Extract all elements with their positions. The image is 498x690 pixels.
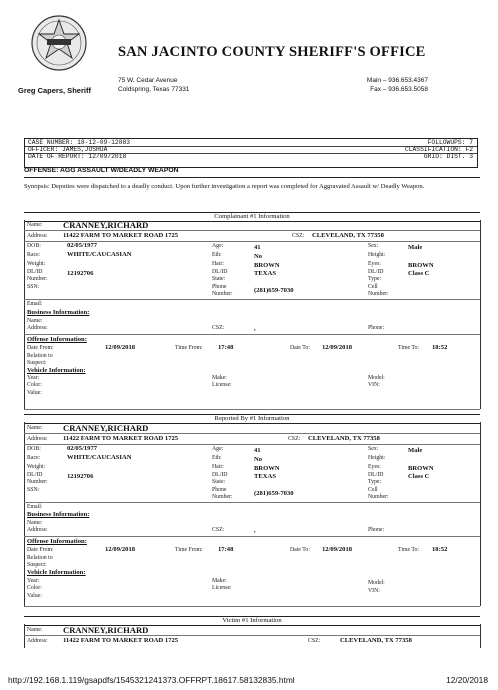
label-address: Address:: [27, 638, 48, 644]
label-license: License:: [212, 585, 232, 591]
complainant-border-left: [24, 220, 25, 409]
reported-dl-number: 12192706: [67, 473, 94, 480]
label-eyes: Eyes:: [368, 464, 381, 470]
reported-by-heading: Reported By #1 Information: [24, 414, 480, 424]
label-dl-id-state: DL/ID: [212, 472, 228, 478]
label-make: Make:: [212, 375, 227, 381]
label-sex: Sex:: [368, 446, 379, 452]
fax-phone: Fax – 936.653.5058: [370, 86, 428, 93]
complainant-hair: BROWN: [254, 262, 280, 269]
complainant-dl-number: 12192706: [67, 270, 94, 277]
label-csz: CSZ:: [308, 638, 321, 644]
label-relation-to: Relation to: [27, 353, 53, 359]
label-date-to: Date To:: [290, 345, 310, 351]
label-ssn: SSN:: [27, 487, 40, 493]
label-business-name: Name:: [27, 318, 43, 324]
label-time-to: Time To:: [398, 547, 420, 553]
vehicle-info-heading: Vehicle Information:: [27, 367, 86, 374]
label-phone-number: Number:: [212, 494, 233, 500]
label-hair: Hair:: [212, 261, 224, 267]
reported-address: 11422 FARM TO MARKET ROAD 1725: [63, 435, 179, 442]
row-line: [24, 502, 480, 503]
label-cell: Cell: [368, 487, 378, 493]
label-dl-id-state: DL/ID: [212, 269, 228, 275]
label-dl-id: DL/ID: [27, 269, 43, 275]
label-dl-id-type: DL/ID: [368, 472, 384, 478]
label-year: Year:: [27, 578, 40, 584]
victim-heading: Victim #1 Information: [24, 616, 480, 626]
business-info-heading: Business Information:: [27, 309, 90, 316]
divider: [24, 177, 480, 178]
label-business-csz: CSZ:: [212, 527, 225, 533]
reported-border-bottom: [24, 606, 480, 607]
label-csz: CSZ:: [292, 233, 305, 239]
reported-dl-state: TEXAS: [254, 473, 276, 480]
label-eyes: Eyes:: [368, 261, 381, 267]
label-height: Height:: [368, 455, 386, 461]
complainant-race: WHITE/CAUCASIAN: [67, 251, 132, 258]
main-phone: Main – 936.653.4367: [366, 77, 428, 84]
label-color: Color:: [27, 382, 42, 388]
label-cell: Cell: [368, 284, 378, 290]
reported-border-left: [24, 422, 25, 606]
label-suspect: Suspect:: [27, 562, 47, 568]
complainant-phone: (281)659-7030: [254, 287, 294, 294]
reported-race: WHITE/CAUCASIAN: [67, 454, 132, 461]
offense: OFFENSE: AGG ASSAULT W/DEADLY WEAPON: [24, 167, 179, 174]
reported-border-right: [480, 422, 481, 606]
victim-name: CRANNEY,RICHARD: [63, 625, 149, 635]
reported-dob: 02/05/1977: [67, 445, 98, 452]
label-hair: Hair:: [212, 464, 224, 470]
complainant-address: 11422 FARM TO MARKET ROAD 1725: [63, 232, 179, 239]
complainant-date-to: 12/09/2018: [322, 344, 353, 351]
label-name: Name:: [27, 425, 43, 431]
complainant-heading: Complainant #1 Information: [24, 212, 480, 222]
label-dl-id: DL/ID: [27, 472, 43, 478]
reported-date-to: 12/09/2018: [322, 546, 353, 553]
label-cell-number: Number:: [368, 494, 389, 500]
victim-border-right: [480, 624, 481, 648]
label-eth: Eth:: [212, 455, 222, 461]
complainant-sex: Male: [408, 244, 423, 251]
officer: OFFICER: JAMES,JOSHUA: [28, 146, 108, 153]
office-title: SAN JACINTO COUNTY SHERIFF'S OFFICE: [118, 44, 426, 60]
business-info-heading: Business Information:: [27, 511, 90, 518]
label-dob: DOB:: [27, 243, 41, 249]
label-dl-id-type: DL/ID: [368, 269, 384, 275]
label-value: Value:: [27, 390, 42, 396]
row-line: [24, 433, 480, 434]
complainant-eyes: BROWN: [408, 262, 434, 269]
label-business-name: Name:: [27, 520, 43, 526]
label-make: Make:: [212, 578, 227, 584]
complainant-border-right: [480, 220, 481, 409]
reported-eyes: BROWN: [408, 465, 434, 472]
label-year: Year:: [27, 375, 40, 381]
label-time-to: Time To:: [398, 345, 420, 351]
office-address-street: 75 W. Cedar Avenue: [118, 77, 178, 84]
label-value: Value:: [27, 593, 42, 599]
label-suspect: Suspect:: [27, 360, 47, 366]
complainant-eth: No: [254, 253, 263, 260]
reported-csz: CLEVELAND, TX 77358: [308, 435, 380, 442]
footer-date: 12/20/2018: [446, 675, 488, 685]
label-eth: Eth:: [212, 252, 222, 258]
case-number: CASE NUMBER: 18-12-09-12883: [28, 139, 131, 146]
label-phone: Phone: [212, 284, 227, 290]
label-model: Model:: [368, 375, 385, 381]
complainant-border-bottom: [24, 409, 480, 410]
complainant-time-to: 18:52: [432, 344, 448, 351]
label-model: Model:: [368, 580, 385, 586]
date-of-report: DATE OF REPORT: 12/09/2018: [28, 153, 127, 160]
label-cell-number: Number:: [368, 291, 389, 297]
label-state: State:: [212, 276, 226, 282]
label-time-from: Time From:: [175, 345, 203, 351]
reported-time-from: 17:48: [218, 546, 234, 553]
label-business-address: Address:: [27, 325, 48, 331]
grid: GRID: DIST. 3: [423, 153, 473, 160]
reported-name: CRANNEY,RICHARD: [63, 423, 149, 433]
label-license: License:: [212, 382, 232, 388]
label-age: Age:: [212, 243, 224, 249]
complainant-dl-type: Class C: [408, 270, 430, 277]
row-line: [24, 536, 480, 537]
reported-date-from: 12/09/2018: [105, 546, 136, 553]
row-line: [24, 230, 480, 231]
row-line: [24, 334, 480, 335]
reported-hair: BROWN: [254, 465, 280, 472]
complainant-date-from: 12/09/2018: [105, 344, 136, 351]
label-email: Email:: [27, 504, 43, 510]
reported-eth: No: [254, 456, 263, 463]
complainant-business-csz: ,: [254, 325, 256, 332]
label-address: Address:: [27, 436, 48, 442]
label-email: Email:: [27, 301, 43, 307]
complainant-age: 41: [254, 244, 261, 251]
label-business-csz: CSZ:: [212, 325, 225, 331]
label-dl-number: Number:: [27, 479, 48, 485]
label-state: State:: [212, 479, 226, 485]
label-time-from: Time From:: [175, 547, 203, 553]
complainant-csz: CLEVELAND, TX 77358: [312, 232, 384, 239]
followups: FOLLOWUPS: 7: [427, 139, 473, 146]
reported-dl-type: Class C: [408, 473, 430, 480]
label-sex: Sex:: [368, 243, 379, 249]
row-line: [24, 299, 480, 300]
reported-phone: (281)659-7030: [254, 490, 294, 497]
label-age: Age:: [212, 446, 224, 452]
label-height: Height:: [368, 252, 386, 258]
case-info-box: [24, 138, 478, 168]
office-address-city: Coldspring, Texas 77331: [118, 86, 190, 93]
victim-border-left: [24, 624, 25, 648]
label-phone: Phone: [212, 487, 227, 493]
complainant-name: CRANNEY,RICHARD: [63, 220, 149, 230]
label-date-from: Date From:: [27, 345, 54, 351]
label-relation-to: Relation to: [27, 555, 53, 561]
complainant-dob: 02/05/1977: [67, 242, 98, 249]
synopsis: Synopsis: Deputies were dispatched to a deadly conduct. Upon further investigation a report was completed for Aggravated Assault w/ Deadly Weapon.: [24, 183, 425, 190]
label-race: Race:: [27, 252, 41, 258]
reported-time-to: 18:52: [432, 546, 448, 553]
sheriff-badge-logo: [30, 12, 88, 74]
reported-business-csz: ,: [254, 527, 256, 534]
label-business-phone: Phone:: [368, 527, 385, 533]
sheriff-name: Greg Capers, Sheriff: [18, 86, 91, 95]
label-vin: VIN:: [368, 588, 380, 594]
label-name: Name:: [27, 627, 43, 633]
complainant-dl-state: TEXAS: [254, 270, 276, 277]
victim-csz: CLEVELAND, TX 77358: [340, 637, 412, 644]
label-type: Type:: [368, 276, 382, 282]
label-race: Race:: [27, 455, 41, 461]
label-type: Type:: [368, 479, 382, 485]
label-business-phone: Phone:: [368, 325, 385, 331]
reported-sex: Male: [408, 447, 423, 454]
label-business-address: Address:: [27, 527, 48, 533]
label-weight: Weight:: [27, 464, 46, 470]
label-date-from: Date From:: [27, 547, 54, 553]
label-dl-number: Number:: [27, 276, 48, 282]
label-address: Address:: [27, 233, 48, 239]
footer-url[interactable]: http://192.168.1.119/gsapdfs/1545321241373.OFFRPT.18617.58132835.html: [8, 675, 295, 685]
reported-age: 41: [254, 447, 261, 454]
offense-info-heading: Offense Information:: [27, 336, 87, 343]
label-phone-number: Number:: [212, 291, 233, 297]
offense-info-heading: Offense Information:: [27, 538, 87, 545]
row-line: [24, 635, 480, 636]
label-vin: VIN:: [368, 382, 380, 388]
label-date-to: Date To:: [290, 547, 310, 553]
victim-address: 11422 FARM TO MARKET ROAD 1725: [63, 637, 179, 644]
classification: CLASSIFICATION: F2: [404, 146, 473, 153]
complainant-time-from: 17:48: [218, 344, 234, 351]
label-ssn: SSN:: [27, 284, 40, 290]
label-weight: Weight:: [27, 261, 46, 267]
case-row-3: [25, 153, 477, 160]
vehicle-info-heading: Vehicle Information:: [27, 569, 86, 576]
label-name: Name:: [27, 222, 43, 228]
label-csz: CSZ:: [288, 436, 301, 442]
label-dob: DOB:: [27, 446, 41, 452]
label-color: Color:: [27, 585, 42, 591]
